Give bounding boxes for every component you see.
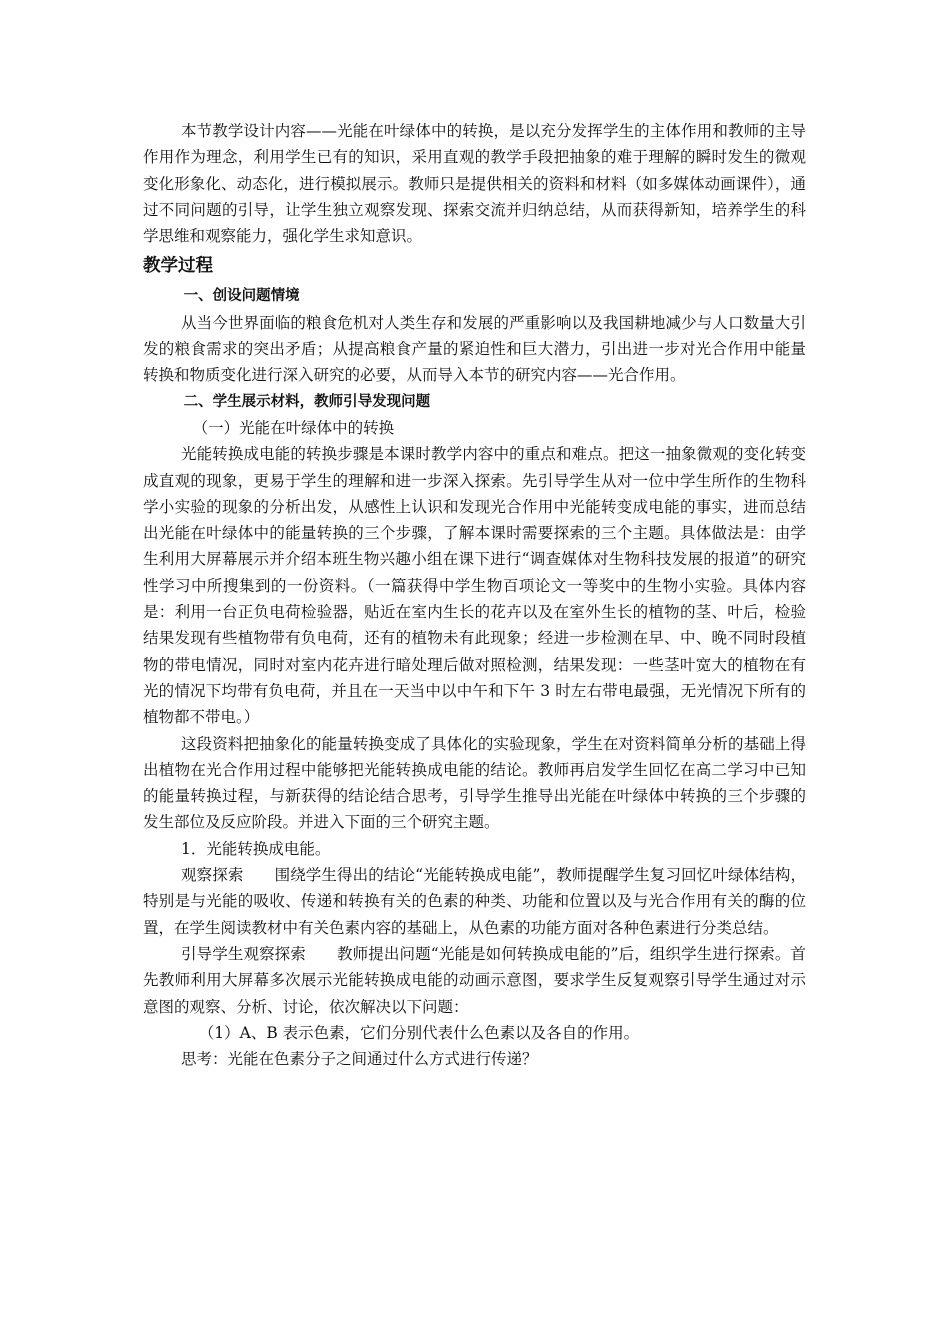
observe-label: 观察探索 xyxy=(180,866,244,885)
part2-paragraph-2: 这段资料把抽象化的能量转换变成了具体化的实验现象，学生在对资料简单分析的基础上得出植物在光合作用过程中能够把光能转换成电能的结论。教师再启发学生回忆在高二学习中已知的能量转换过程，与新获得的结论结合思考，引导学生推导出光能在叶绿体中转换的三个步骤的发生部位及反应阶段。并进入下面的三个研究主题。 xyxy=(143,734,806,832)
part2-heading: 二、学生展示材料，教师引导发现问题 xyxy=(183,393,431,410)
document-page xyxy=(143,118,806,1072)
part2-subheading: （一）光能在叶绿体中的转换 xyxy=(192,418,395,437)
guide-label: 引导学生观察探索 xyxy=(180,944,306,963)
item-1-title: 1．光能转换成电能。 xyxy=(180,839,331,858)
guide-text: 教师提出问题“光能是如何转换成电能的”后，组织学生进行探索。首先教师利用大屏幕多次展示光能转换成电能的动画示意图，要求学生反复观察引导学生通过对示意图的观察、分析、讨论，依次解决以下问题： xyxy=(143,944,806,1016)
question-1: （1）A、B 表示色素，它们分别代表什么色素以及各自的作用。 xyxy=(198,1023,640,1042)
part1-paragraph: 从当今世界面临的粮食危机对人类生存和发展的严重影响以及我国耕地减少与人口数量大引发的粮食需求的突出矛盾；从提高粮食产量的紧迫性和巨大潜力，引出进一步对光合作用中能量转换和物质变化进行深入研究的必要，从而导入本节的研究内容——光合作用。 xyxy=(143,313,806,385)
observe-text: 围绕学生得出的结论“光能转换成电能”，教师提醒学生复习回忆叶绿体结构，特别是与光能的吸收、传递和转换有关的色素的种类、功能和位置以及与光合作用有关的酶的位置，在学生阅读教材中有关色素内容的基础上，从色素的功能方面对各种色素进行分类总结。 xyxy=(143,866,806,937)
think-question: 思考：光能在色素分子之间通过什么方式进行传递？ xyxy=(180,1050,538,1069)
section-title: 教学过程 xyxy=(143,256,213,277)
intro-paragraph: 本节教学设计内容——光能在叶绿体中的转换，是以充分发挥学生的主体作用和教师的主导作用作为理念，利用学生已有的知识，采用直观的教学手段把抽象的难于理解的瞬时发生的微观变化形象化、动态化，进行模拟展示。教师只是提供相关的资料和材料（如多媒体动画课件），通过不同问题的引导，让学生独立观察发现、探索交流并归纳总结，从而获得新知，培养学生的科学思维和观察能力，强化学生求知意识。 xyxy=(143,122,806,246)
part1-heading: 一、创设问题情境 xyxy=(183,288,300,305)
guide-paragraph xyxy=(143,941,806,1020)
part2-paragraph-1: 光能转换成电能的转换步骤是本课时教学内容中的重点和难点。把这一抽象微观的变化转变成直观的现象，更易于学生的理解和进一步深入探索。先引导学生从对一位中学生所作的生物科学小实验的现象的分析出发，从感性上认识和发现光合作用中光能转变成电能的事实，进而总结出光能在叶绿体中的能量转换的三个步骤，了解本课时需要探索的三个主题。具体做法是：由学生利用大屏幕展示并介绍本班生物兴趣小组在课下进行“调查媒体对生物科技发展的报道”的研究性学习中所搜集到的一份资料。（一篇获得中学生物百项论文一等奖中的生物小实验。具体内容是：利用一台正负电荷检验器，贴近在室内生长的花卉以及在室外生长的植物的茎、叶后，检验结果发现有些植物带有负电荷，还有的植物未有此现象；经进一步检测在早、中、晚不同时段植物的带电情况，同时对室内花卉进行暗处理后做对照检测，结果发现：一些茎叶宽大的植物在有光的情况下均带有负电荷，并且在一天当中以中午和下午 3 时左右带电最强，无光情况下所有的植物都不带电。） xyxy=(143,445,806,727)
observe-paragraph xyxy=(143,862,806,941)
